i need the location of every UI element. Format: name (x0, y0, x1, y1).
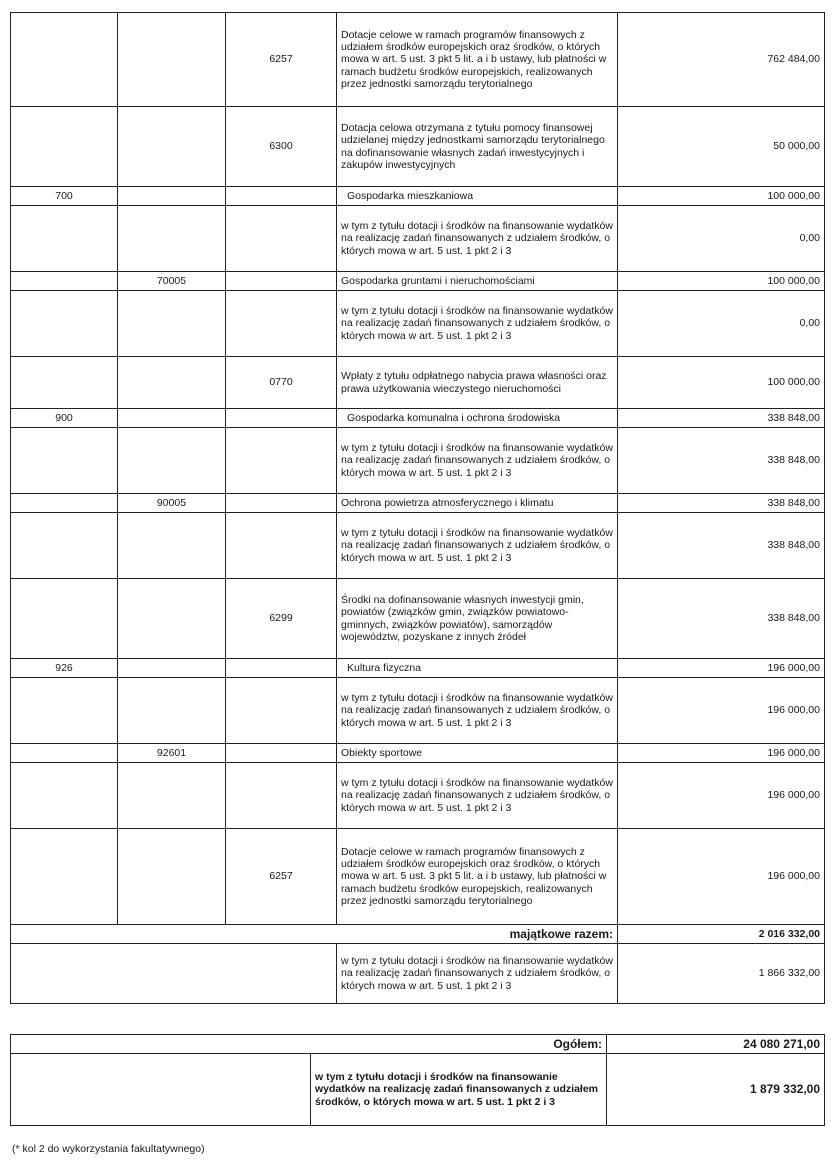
dzial-cell (11, 494, 118, 513)
dzial-cell: 700 (11, 187, 118, 206)
table-row (11, 678, 825, 744)
dzial-cell (11, 357, 118, 409)
majatkowe-total-row (11, 925, 825, 944)
kwota-cell: 100 000,00 (618, 272, 825, 291)
opis-cell: w tym z tytułu dotacji i środków na finansowanie wydatków na realizację zadań finansowanych z udziałem środków, o których mowa w art. 5 ust. 1 pkt 2 i 3 (337, 763, 618, 829)
opis-cell: Środki na dofinansowanie własnych inwestycji gmin, powiatów (związków gmin, związków powiatowo-gminnych, związków powiatów), samorządów województw, pozyskane z innych źródeł (337, 579, 618, 659)
kwota-cell: 100 000,00 (618, 357, 825, 409)
budget-table (10, 12, 825, 1004)
paragraf-cell: 6257 (226, 13, 337, 107)
rozdzial-cell (118, 659, 226, 678)
opis-cell: w tym z tytułu dotacji i środków na finansowanie wydatków na realizację zadań finansowanych z udziałem środków, o których mowa w art. 5 ust. 1 pkt 2 i 3 (337, 428, 618, 494)
opis-cell: Ochrona powietrza atmosferycznego i klimatu (337, 494, 618, 513)
rozdzial-cell (118, 107, 226, 187)
paragraf-cell (226, 409, 337, 428)
ogolem-value: 24 080 271,00 (607, 1035, 825, 1054)
opis-cell: Dotacje celowe w ramach programów finansowych z udziałem środków europejskich oraz środków, o których mowa w art. 5 ust. 3 pkt 5 lit. a i b ustawy, lub płatności w ramach budżetu środków europejskich, realizowanych przez jednostki samorządu terytorialnego (337, 829, 618, 925)
dzial-row (11, 659, 825, 678)
table-row (11, 428, 825, 494)
majatkowe-summary (11, 925, 825, 1004)
rozdzial-cell (118, 291, 226, 357)
rozdzial-cell (118, 409, 226, 428)
dzial-cell (11, 678, 118, 744)
dzial-cell (11, 579, 118, 659)
dzial-cell (11, 829, 118, 925)
dzial-cell (11, 13, 118, 107)
kwota-cell: 0,00 (618, 206, 825, 272)
paragraf-cell (226, 187, 337, 206)
paragraf-cell: 6257 (226, 829, 337, 925)
dzial-cell (11, 428, 118, 494)
paragraf-cell (226, 513, 337, 579)
ogolem-w-tym-value: 1 879 332,00 (607, 1054, 825, 1126)
table-row (11, 579, 825, 659)
rozdzial-cell (118, 763, 226, 829)
paragraf-cell: 0770 (226, 357, 337, 409)
budget-rows (11, 13, 825, 925)
rozdzial-row (11, 744, 825, 763)
kwota-cell: 338 848,00 (618, 428, 825, 494)
empty-cell (11, 1054, 311, 1126)
paragraf-cell (226, 678, 337, 744)
dzial-cell (11, 107, 118, 187)
paragraf-cell (226, 428, 337, 494)
opis-cell: Gospodarka mieszkaniowa (337, 187, 618, 206)
table-row (11, 107, 825, 187)
table-row (11, 206, 825, 272)
rozdzial-cell (118, 678, 226, 744)
dzial-cell (11, 744, 118, 763)
rozdzial-cell (118, 357, 226, 409)
table-row (11, 13, 825, 107)
rozdzial-cell (118, 428, 226, 494)
opis-cell: Kultura fizyczna (337, 659, 618, 678)
majatkowe-label: majątkowe razem: (11, 925, 618, 944)
table-row (11, 829, 825, 925)
opis-cell: w tym z tytułu dotacji i środków na finansowanie wydatków na realizację zadań finansowanych z udziałem środków, o których mowa w art. 5 ust. 1 pkt 2 i 3 (337, 206, 618, 272)
opis-cell: Gospodarka gruntami i nieruchomościami (337, 272, 618, 291)
paragraf-cell (226, 659, 337, 678)
kwota-cell: 50 000,00 (618, 107, 825, 187)
rozdzial-cell: 90005 (118, 494, 226, 513)
dzial-cell (11, 513, 118, 579)
footnote: (* kol 2 do wykorzystania fakultatywnego) (12, 1143, 205, 1155)
majatkowe-w-tym-desc: w tym z tytułu dotacji i środków na finansowanie wydatków na realizację zadań finansowanych z udziałem środków, o których mowa w art. 5 ust. 1 pkt 2 i 3 (337, 944, 618, 1004)
kwota-cell: 196 000,00 (618, 829, 825, 925)
kwota-cell: 762 484,00 (618, 13, 825, 107)
rozdzial-cell: 70005 (118, 272, 226, 291)
dzial-cell (11, 272, 118, 291)
kwota-cell: 338 848,00 (618, 513, 825, 579)
kwota-cell: 196 000,00 (618, 763, 825, 829)
grand-total-table (10, 1034, 825, 1126)
opis-cell: Dotacja celowa otrzymana z tytułu pomocy finansowej udzielanej między jednostkami samorządu terytorialnego na dofinansowanie własnych zadań inwestycyjnych i zakupów inwestycyjnych (337, 107, 618, 187)
rozdzial-cell (118, 513, 226, 579)
paragraf-cell: 6300 (226, 107, 337, 187)
paragraf-cell (226, 291, 337, 357)
opis-cell: w tym z tytułu dotacji i środków na finansowanie wydatków na realizację zadań finansowanych z udziałem środków, o których mowa w art. 5 ust. 1 pkt 2 i 3 (337, 291, 618, 357)
rozdzial-cell: 92601 (118, 744, 226, 763)
dzial-cell: 900 (11, 409, 118, 428)
paragraf-cell (226, 744, 337, 763)
opis-cell: w tym z tytułu dotacji i środków na finansowanie wydatków na realizację zadań finansowanych z udziałem środków, o których mowa w art. 5 ust. 1 pkt 2 i 3 (337, 678, 618, 744)
table-row (11, 763, 825, 829)
table-row (11, 357, 825, 409)
kwota-cell: 338 848,00 (618, 579, 825, 659)
dzial-cell: 926 (11, 659, 118, 678)
ogolem-w-tym-desc: w tym z tytułu dotacji i środków na finansowanie wydatków na realizację zadań finansowanych z udziałem środków, o których mowa w art. 5 ust. 1 pkt 2 i 3 (311, 1054, 607, 1126)
rozdzial-cell (118, 579, 226, 659)
majatkowe-w-tym-row (11, 944, 825, 1004)
paragraf-cell (226, 494, 337, 513)
rozdzial-cell (118, 206, 226, 272)
ogolem-row (11, 1035, 825, 1054)
opis-cell: Obiekty sportowe (337, 744, 618, 763)
kwota-cell: 196 000,00 (618, 744, 825, 763)
majatkowe-w-tym-value: 1 866 332,00 (618, 944, 825, 1004)
paragraf-cell: 6299 (226, 579, 337, 659)
kwota-cell: 196 000,00 (618, 678, 825, 744)
dzial-cell (11, 206, 118, 272)
paragraf-cell (226, 206, 337, 272)
rozdzial-cell (118, 187, 226, 206)
kwota-cell: 196 000,00 (618, 659, 825, 678)
rozdzial-row (11, 494, 825, 513)
rozdzial-cell (118, 13, 226, 107)
opis-cell: Gospodarka komunalna i ochrona środowiska (337, 409, 618, 428)
kwota-cell: 338 848,00 (618, 409, 825, 428)
table-row (11, 291, 825, 357)
table-row (11, 513, 825, 579)
dzial-cell (11, 291, 118, 357)
kwota-cell: 100 000,00 (618, 187, 825, 206)
ogolem-label: Ogółem: (11, 1035, 607, 1054)
rozdzial-row (11, 272, 825, 291)
kwota-cell: 0,00 (618, 291, 825, 357)
paragraf-cell (226, 272, 337, 291)
majatkowe-total-value: 2 016 332,00 (618, 925, 825, 944)
opis-cell: Dotacje celowe w ramach programów finansowych z udziałem środków europejskich oraz środków, o których mowa w art. 5 ust. 3 pkt 5 lit. a i b ustawy, lub płatności w ramach budżetu środków europejskich, realizowanych przez jednostki samorządu terytorialnego (337, 13, 618, 107)
paragraf-cell (226, 763, 337, 829)
opis-cell: Wpłaty z tytułu odpłatnego nabycia prawa własności oraz prawa użytkowania wieczystego nieruchomości (337, 357, 618, 409)
opis-cell: w tym z tytułu dotacji i środków na finansowanie wydatków na realizację zadań finansowanych z udziałem środków, o których mowa w art. 5 ust. 1 pkt 2 i 3 (337, 513, 618, 579)
dzial-row (11, 409, 825, 428)
ogolem-w-tym-row (11, 1054, 825, 1126)
dzial-row (11, 187, 825, 206)
rozdzial-cell (118, 829, 226, 925)
kwota-cell: 338 848,00 (618, 494, 825, 513)
dzial-cell (11, 763, 118, 829)
empty-cell (11, 944, 337, 1004)
